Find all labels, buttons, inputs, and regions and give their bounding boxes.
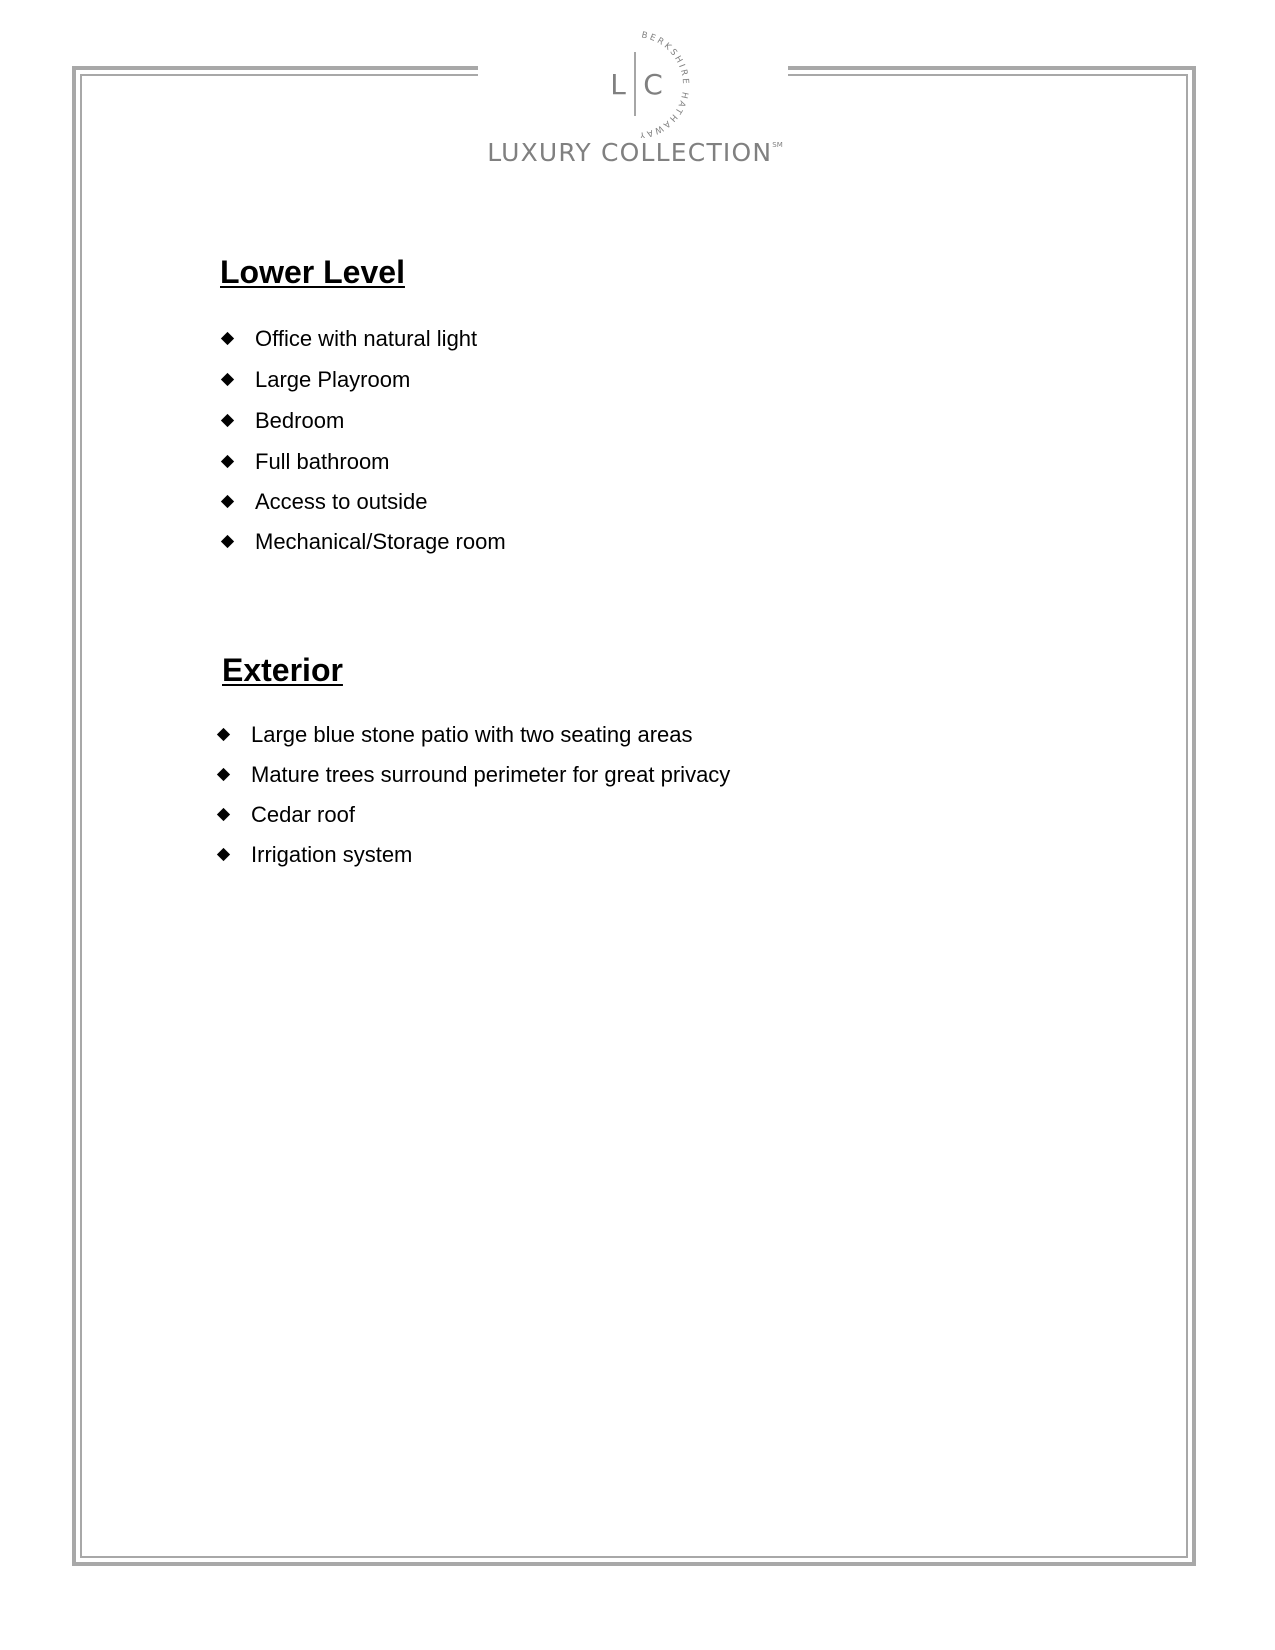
list-item-text: Large Playroom <box>255 367 411 392</box>
list-item-text: Large blue stone patio with two seating areas <box>251 722 693 747</box>
logo-seal-icon <box>475 18 795 138</box>
logo-service-mark: SM <box>772 141 783 149</box>
list-item-text: Irrigation system <box>251 842 413 867</box>
logo-wordmark <box>475 138 795 167</box>
section-title-lower-level: Lower Level <box>220 254 405 290</box>
page-border-inner <box>80 74 1188 1558</box>
list-item-text: Full bathroom <box>255 449 390 474</box>
logo-wordmark-text: LUXURY COLLECTION <box>487 138 773 167</box>
section-title-exterior: Exterior <box>222 652 343 688</box>
logo-ring-text: BERKSHIRE HATHAWAY <box>636 30 691 138</box>
list-item-text: Bedroom <box>255 408 345 433</box>
list-item-text: Access to outside <box>255 489 428 514</box>
list-item-text: Office with natural light <box>255 326 478 351</box>
luxury-collection-logo <box>475 18 795 178</box>
list-item-text: Cedar roof <box>251 802 355 827</box>
logo-monogram-left: L <box>610 68 626 101</box>
list-item-text: Mechanical/Storage room <box>255 529 506 554</box>
list-item-text: Mature trees surround perimeter for great privacy <box>251 762 731 787</box>
logo-monogram-right: C <box>643 68 663 101</box>
